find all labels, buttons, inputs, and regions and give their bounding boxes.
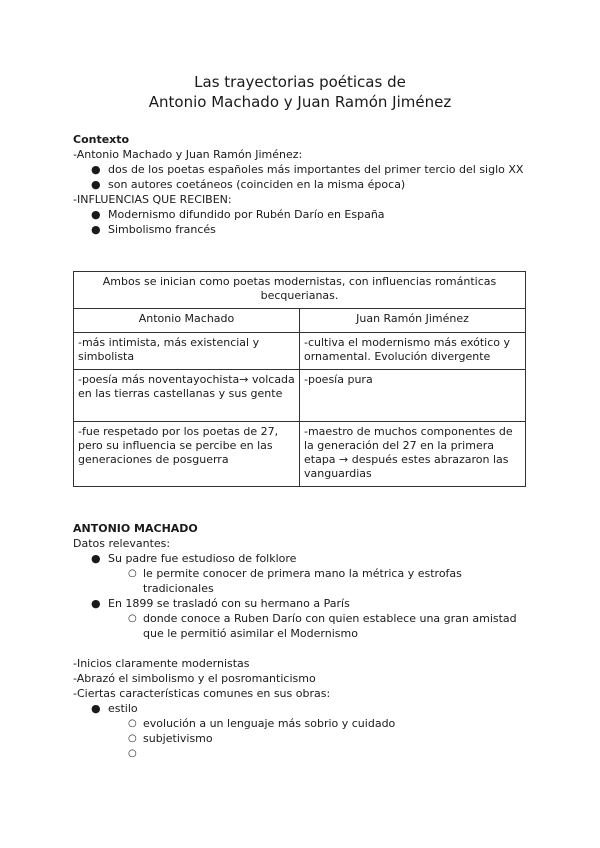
list-item [73,222,533,237]
machado-heading: ANTONIO MACHADO [73,522,198,535]
sub-bullet-icon: ○ [128,733,137,744]
machado-section [73,521,533,761]
list-item-text: Modernismo difundido por Rubén Darío en España [108,208,385,221]
bullet-icon: ● [91,223,101,236]
sub-bullet-icon: ○ [128,568,137,579]
sub-bullet-icon: ○ [128,748,137,759]
table-header-jimenez: Juan Ramón Jiménez [300,309,526,333]
bullet-icon: ● [91,702,101,715]
list-item [73,207,533,222]
datos-label: Datos relevantes: [73,537,171,550]
bullet-icon: ● [91,163,101,176]
list-item-text: En 1899 se trasladó con su hermano a París [108,597,350,610]
contexto-intro: -Antonio Machado y Juan Ramón Jiménez: [73,148,303,161]
influencias-label: -INFLUENCIAS QUE RECIBEN: [73,193,232,206]
table-cell: -poesía más noventayochista→ volcada en las tierras castellanas y sus gente [74,370,300,422]
table-intro-cell: Ambos se inician como poetas modernistas, con influencias románticas becquerianas. [74,272,526,309]
machado-line: -Ciertas características comunes en sus obras: [73,687,331,700]
title-line-2: Antonio Machado y Juan Ramón Jiménez [148,93,452,111]
bullet-icon: ● [91,208,101,221]
table-cell: -cultiva el modernismo más exótico y ornamental. Evolución divergente [300,333,526,370]
list-item-text: estilo [108,702,138,715]
bullet-icon: ● [91,597,101,610]
influencias-list [73,207,533,237]
contexto-heading: Contexto [73,133,130,146]
machado-line: -Abrazó el simbolismo y el posromanticismo [73,672,316,685]
title-line-1: Las trayectorias poéticas de [194,73,406,91]
machado-line: -Inicios claramente modernistas [73,657,250,670]
document-title [0,72,600,112]
sub-list-item [73,611,533,641]
table-header-row [74,309,526,333]
list-item [73,596,533,611]
sub-list-item [73,716,533,731]
list-item-text: dos de los poetas españoles más importantes del primer tercio del siglo XX [108,163,524,176]
table-cell: -fue respetado por los poetas de 27, pero su influencia se percibe en las generaciones de posguerra [74,422,300,487]
list-item-text: Simbolismo francés [108,223,216,236]
bullet-icon: ● [91,552,101,565]
list-item [73,701,533,716]
sub-bullet-icon: ○ [128,718,137,729]
list-item [73,551,533,566]
sub-bullet-icon: ○ [128,613,137,624]
caracteristicas-list [73,701,533,761]
table-row [74,370,526,422]
list-item-text: son autores coetáneos (coinciden en la misma época) [108,178,406,191]
list-item-text: donde conoce a Ruben Darío con quien establece una gran amistad que le permitió asimilar el Modernismo [143,612,517,640]
list-item [73,177,533,192]
table-cell: -más intimista, más existencial y simbolista [74,333,300,370]
list-item-text: le permite conocer de primera mano la métrica y estrofas tradicionales [143,567,462,595]
sub-list-item [73,731,533,746]
table-cell: -maestro de muchos componentes de la generación del 27 en la primera etapa → después estes abrazaron las vanguardias [300,422,526,487]
table-row [74,272,526,309]
bullet-icon: ● [91,178,101,191]
comparison-table [73,271,526,487]
contexto-section [73,132,533,237]
sub-list-item [73,566,533,596]
sub-list-item [73,746,533,761]
datos-list [73,551,533,641]
list-item-text: evolución a un lenguaje más sobrio y cuidado [143,717,396,730]
contexto-list [73,162,533,192]
table-row [74,422,526,487]
spacer [73,641,533,656]
list-item-text: subjetivismo [143,732,213,745]
list-item-text: Su padre fue estudioso de folklore [108,552,297,565]
table-cell: -poesía pura [300,370,526,422]
table-header-machado: Antonio Machado [74,309,300,333]
list-item [73,162,533,177]
table-row [74,333,526,370]
